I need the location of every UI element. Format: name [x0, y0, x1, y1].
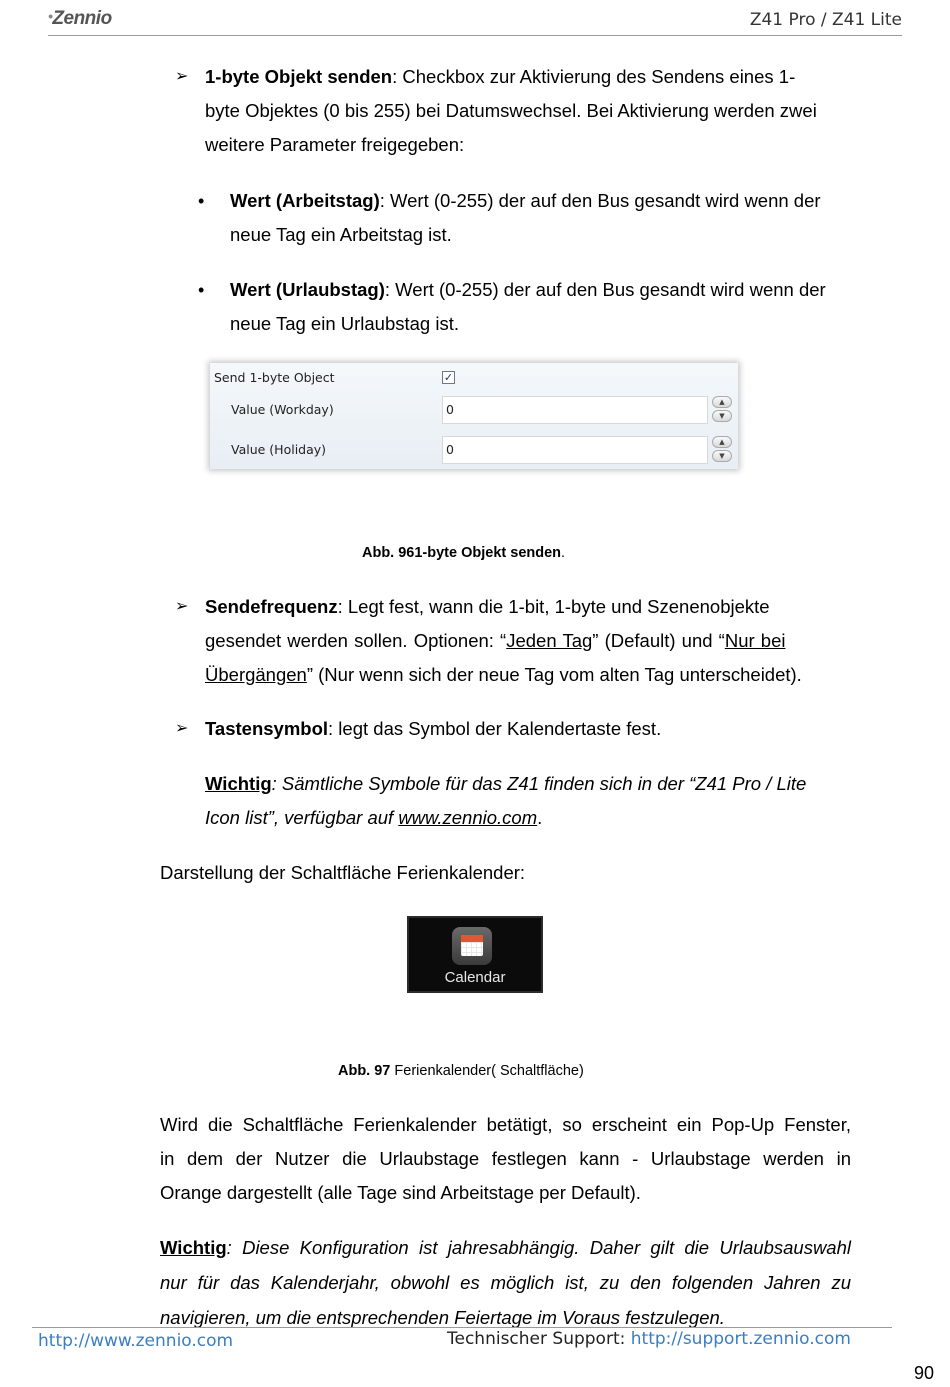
arrow-bullet-icon: ➢: [175, 68, 189, 85]
sub-bullet-text: neue Tag ein Arbeitstag ist.: [230, 224, 452, 245]
term-holiday: Wert (Urlaubstag): [230, 279, 385, 300]
spin-up-icon[interactable]: ▲: [712, 436, 732, 448]
note-text: Icon list”, verfügbar auf: [205, 807, 399, 828]
bullet-text: : Legt fest, wann die 1-bit, 1-byte und Szenenobjekte: [337, 596, 770, 617]
caption-text: Abb. 961-byte Objekt senden: [362, 545, 562, 561]
note-label: Wichtig: [160, 1237, 227, 1258]
support-link[interactable]: http://support.zennio.com: [630, 1329, 851, 1349]
value-workday-spinner[interactable]: [712, 396, 732, 424]
bullet-text: weitere Parameter freigegeben:: [205, 134, 465, 155]
term-tastensymbol: Tastensymbol: [205, 718, 329, 739]
spin-up-icon[interactable]: ▲: [712, 396, 732, 408]
caption-number: Abb. 97: [338, 1063, 391, 1079]
bullet-text: : Checkbox zur Aktivierung des Sendens eines 1-: [392, 66, 796, 87]
caption-period: .: [561, 545, 566, 561]
page-number: 90: [913, 1363, 934, 1383]
header-divider: [48, 35, 902, 36]
term-workday: Wert (Arbeitstag): [230, 190, 380, 211]
dot-bullet-icon: •: [198, 191, 205, 211]
value-holiday-input[interactable]: 0: [442, 436, 708, 464]
bullet-text: ” (Nur wenn sich der neue Tag vom alten Tag unterscheidet).: [306, 664, 802, 685]
note-text: navigieren, um die entsprechenden Feiertage im Voraus festzulegen.: [160, 1307, 725, 1328]
intro-calendar: Darstellung der Schaltfläche Ferienkalender:: [160, 862, 526, 883]
zennio-link[interactable]: www.zennio.com: [398, 807, 538, 828]
label-send-1byte-object: Send 1-byte Object: [214, 370, 335, 385]
label-value-workday: Value (Workday): [231, 402, 334, 417]
dot-bullet-icon: •: [198, 280, 205, 300]
bullet-text: ” (Default) und “: [592, 630, 725, 651]
figure-caption-97: [338, 1063, 584, 1079]
arrow-bullet-icon: ➢: [175, 720, 189, 737]
term-1byte-object: 1-byte Objekt senden: [205, 66, 393, 87]
bullet-text: gesendet werden sollen. Optionen: “: [205, 630, 507, 651]
paragraph-line: Wird die Schaltfläche Ferienkalender betätigt, so erscheint ein Pop-Up Fenster,: [160, 1114, 851, 1135]
bullet-text: : legt das Symbol der Kalendertaste fest.: [328, 718, 662, 739]
option-uebergaengen: Übergängen: [205, 664, 307, 685]
logo-dot-icon: •: [48, 8, 53, 24]
value-holiday-spinner[interactable]: [712, 436, 732, 464]
sub-bullet-text: : Wert (0-255) der auf den Bus gesandt wird wenn der: [384, 279, 826, 300]
zennio-logo: [48, 8, 112, 30]
footer-support: [447, 1329, 851, 1349]
row-value-holiday: [210, 434, 738, 472]
arrow-bullet-icon: ➢: [175, 598, 189, 615]
support-label: Technischer Support:: [447, 1329, 631, 1349]
spin-down-icon[interactable]: ▼: [712, 410, 732, 422]
logo-text: Zennio: [52, 8, 112, 29]
term-sendefrequenz: Sendefrequenz: [205, 596, 338, 617]
calendar-icon: [452, 927, 492, 965]
note-year-dependence: [160, 1230, 851, 1335]
note-text: nur für das Kalenderjahr, obwohl es möglich ist, zu den folgenden Jahren zu: [160, 1272, 851, 1293]
calendar-button[interactable]: [407, 916, 543, 993]
footer-divider: [32, 1327, 892, 1328]
header-title: Z41 Pro / Z41 Lite: [749, 10, 902, 30]
note-icon-list: [205, 767, 851, 835]
note-text: .: [537, 807, 543, 828]
value-workday-input[interactable]: 0: [442, 396, 708, 424]
paragraph-line: Orange dargestellt (alle Tage sind Arbeitstage per Default).: [160, 1182, 641, 1203]
note-text: : Diese Konfiguration ist jahresabhängig. Daher gilt die Urlaubsauswahl: [226, 1237, 851, 1258]
send-1byte-checkbox[interactable]: ✓: [443, 371, 454, 384]
option-nur-bei: Nur bei: [724, 630, 786, 651]
bullet-text: byte Objektes (0 bis 255) bei Datumswechsel. Bei Aktivierung werden zwei: [205, 100, 817, 121]
option-jeden-tag: Jeden Tag: [506, 630, 593, 651]
label-value-holiday: Value (Holiday): [231, 442, 327, 457]
footer-website-link[interactable]: http://www.zennio.com: [38, 1331, 234, 1351]
note-text: : Sämtliche Symbole für das Z41 finden sich in der “Z41 Pro / Lite: [271, 773, 807, 794]
note-label: Wichtig: [205, 773, 272, 794]
spin-down-icon[interactable]: ▼: [712, 450, 732, 462]
calendar-button-label: Calendar: [444, 969, 506, 986]
figure-caption-96: [362, 545, 565, 561]
caption-text: Ferienkalender( Schaltfläche): [390, 1063, 584, 1079]
paragraph-popup: [160, 1108, 851, 1210]
sub-bullet-text: neue Tag ein Urlaubstag ist.: [230, 313, 460, 334]
sub-bullet-text: : Wert (0-255) der auf den Bus gesandt wird wenn der: [379, 190, 821, 211]
parameter-panel: [210, 363, 738, 469]
row-value-workday: [210, 394, 738, 432]
paragraph-line: in dem der Nutzer die Urlaubstage festlegen kann - Urlaubstage werden in: [160, 1148, 851, 1169]
